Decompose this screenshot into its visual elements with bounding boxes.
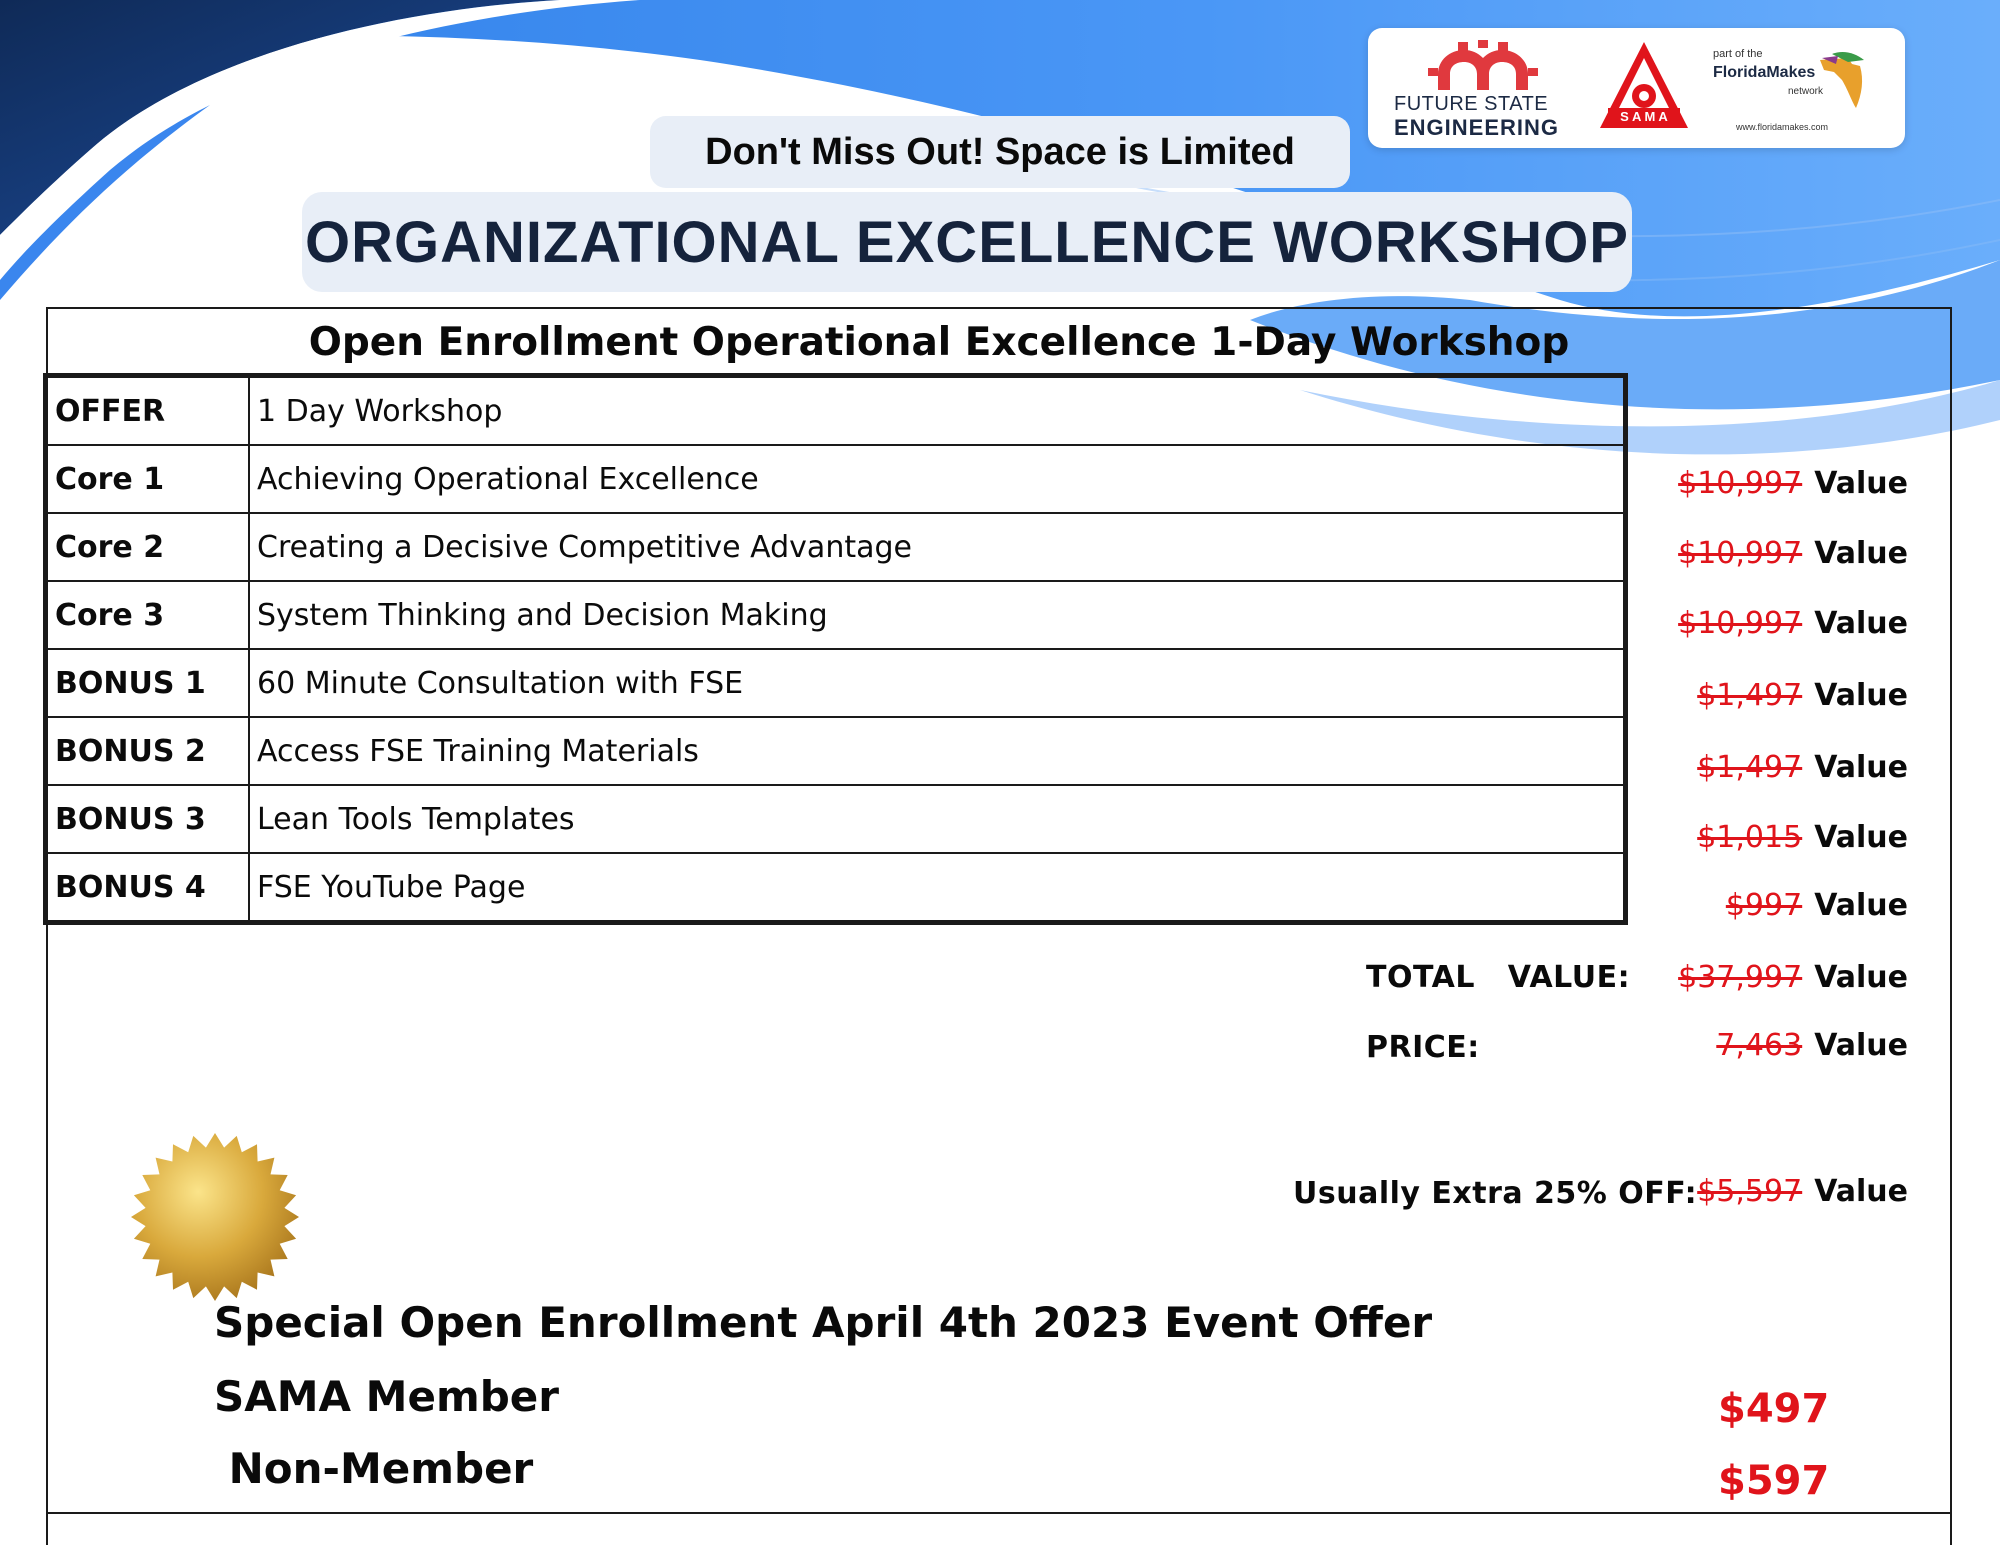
discount-label: Usually Extra 25% OFF: <box>1293 1176 1698 1211</box>
strike-price: $10,997 <box>1678 466 1803 501</box>
fm-brand-b: Makes <box>1766 64 1816 81</box>
sama-member-price: $497 <box>1718 1386 1830 1432</box>
strike-price: 7,463 <box>1716 1028 1803 1063</box>
price-core-3 <box>1678 606 1908 641</box>
strike-price: $37,997 <box>1678 960 1803 995</box>
row-key: BONUS 4 <box>47 853 249 921</box>
discount-price <box>1697 1174 1908 1209</box>
total-value-price <box>1678 960 1908 995</box>
row-item: Lean Tools Templates <box>249 785 1624 853</box>
row-key: BONUS 3 <box>47 785 249 853</box>
row-item: 1 Day Workshop <box>249 377 1624 445</box>
price-bonus-2 <box>1697 750 1908 785</box>
table-row <box>47 513 1624 581</box>
price-label: PRICE: <box>1366 1030 1480 1065</box>
price-bonus-4 <box>1726 888 1908 923</box>
price-bonus-1 <box>1697 678 1908 713</box>
offer-table <box>46 376 1625 922</box>
table-row <box>47 377 1624 445</box>
value-label: Value <box>1814 888 1908 923</box>
limited-space-banner: Don't Miss Out! Space is Limited <box>650 116 1350 188</box>
fm-network-text: network <box>1788 86 1824 97</box>
row-item: FSE YouTube Page <box>249 853 1624 921</box>
workshop-title: ORGANIZATIONAL EXCELLENCE WORKSHOP <box>302 192 1632 292</box>
value-label: Value <box>1814 466 1908 501</box>
logo-panel <box>1368 28 1905 148</box>
strike-price: $997 <box>1725 888 1803 923</box>
gear-logo-icon <box>1428 40 1538 92</box>
fse-line1: FUTURE STATE <box>1394 93 1549 115</box>
special-offer-headline: Special Open Enrollment April 4th 2023 Event Offer <box>214 1298 1433 1347</box>
table-row <box>47 717 1624 785</box>
row-key: Core 2 <box>47 513 249 581</box>
table-title: Open Enrollment Operational Excellence 1-Day Workshop <box>308 319 1570 365</box>
fm-brand-a: Florida <box>1713 64 1767 81</box>
florida-map-icon <box>1818 50 1870 112</box>
fse-line2: ENGINEERING <box>1394 115 1560 140</box>
value-label: Value <box>1814 1028 1908 1063</box>
value-label: Value <box>1814 606 1908 641</box>
non-member-price: $597 <box>1718 1458 1830 1504</box>
strike-price: $1,015 <box>1697 820 1803 855</box>
non-member-label: Non-Member <box>214 1444 534 1493</box>
strike-price: $1,497 <box>1697 678 1803 713</box>
value-label: Value <box>1814 820 1908 855</box>
price-value <box>1716 1028 1908 1063</box>
total-value-label: TOTAL VALUE: <box>1366 960 1631 995</box>
strike-price: $10,997 <box>1678 536 1803 571</box>
fm-brand <box>1713 64 1815 82</box>
value-label: Value <box>1814 678 1908 713</box>
value-label: Value <box>1814 1174 1908 1209</box>
strike-price: $1,497 <box>1697 750 1803 785</box>
strike-price: $10,997 <box>1678 606 1803 641</box>
row-key: OFFER <box>47 377 249 445</box>
sama-logo-icon <box>1596 38 1692 134</box>
price-core-2 <box>1678 536 1908 571</box>
row-key: BONUS 1 <box>47 649 249 717</box>
row-item: Access FSE Training Materials <box>249 717 1624 785</box>
table-row <box>47 581 1624 649</box>
row-item: Creating a Decisive Competitive Advantage <box>249 513 1624 581</box>
sama-logo-text: S A M A <box>1620 109 1668 124</box>
price-core-1 <box>1678 466 1908 501</box>
value-label: Value <box>1814 750 1908 785</box>
table-row <box>47 853 1624 921</box>
row-item: System Thinking and Decision Making <box>249 581 1624 649</box>
sama-member-label: SAMA Member <box>214 1372 559 1421</box>
row-key: BONUS 2 <box>47 717 249 785</box>
value-label: Value <box>1814 536 1908 571</box>
row-key: Core 3 <box>47 581 249 649</box>
fm-url-text: www.floridamakes.com <box>1736 122 1829 132</box>
frame-bottom-line <box>46 1512 1952 1514</box>
row-key: Core 1 <box>47 445 249 513</box>
price-bonus-3 <box>1697 820 1908 855</box>
value-label: Value <box>1814 960 1908 995</box>
fm-part-text: part of the <box>1713 48 1763 60</box>
row-item: 60 Minute Consultation with FSE <box>249 649 1624 717</box>
fse-logo-text <box>1394 92 1559 140</box>
strike-price: $5,597 <box>1697 1174 1803 1209</box>
row-item: Achieving Operational Excellence <box>249 445 1624 513</box>
table-row <box>47 445 1624 513</box>
table-row <box>47 785 1624 853</box>
table-row <box>47 649 1624 717</box>
gold-seal-icon <box>130 1132 300 1302</box>
